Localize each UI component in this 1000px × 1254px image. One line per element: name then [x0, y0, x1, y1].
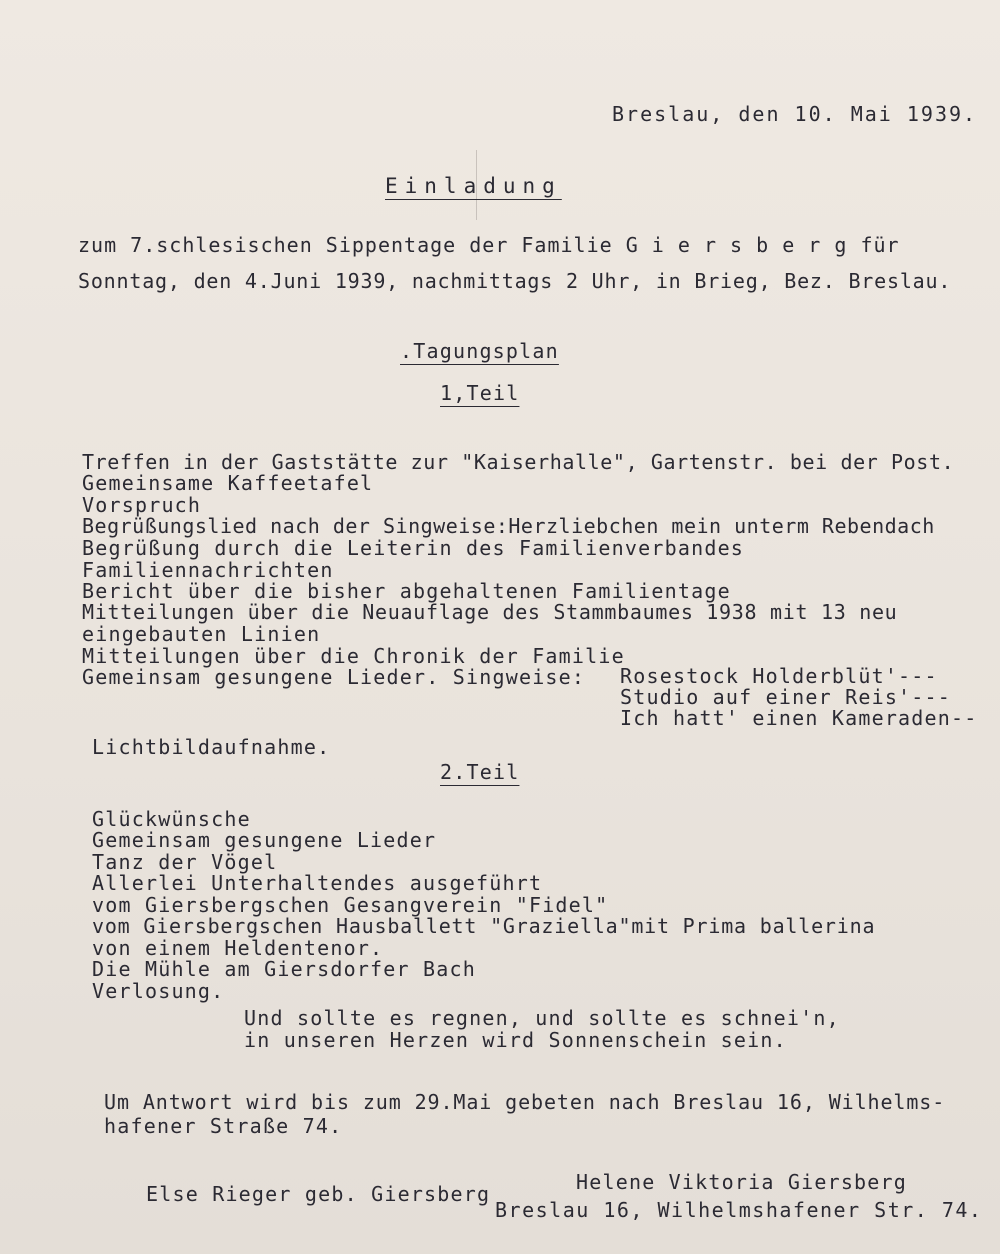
invitation-title: Einladung	[385, 174, 562, 198]
signature-address: Breslau 16, Wilhelmshafener Str. 74.	[495, 1198, 983, 1222]
intro-line-2: Sonntag, den 4.Juni 1939, nachmittags 2 Uhr, in Brieg, Bez. Breslau.	[78, 269, 952, 293]
song-3: Ich hatt' einen Kameraden--	[620, 706, 978, 730]
program-heading: .Tagungsplan	[400, 339, 559, 363]
list-item: Begrüßungslied nach der Singweise:Herzliebchen mein unterm Rebendach	[82, 514, 935, 538]
signature-right: Helene Viktoria Giersberg	[576, 1170, 908, 1194]
list-item: Tanz der Vögel	[92, 850, 278, 874]
reply-line-2: hafener Straße 74.	[104, 1114, 343, 1138]
intro-line-1: zum 7.schlesischen Sippentage der Familie G i e r s b e r g für	[78, 233, 900, 257]
part2-heading: 2.Teil	[440, 760, 520, 784]
song-2: Studio auf einer Reis'---	[620, 685, 952, 709]
list-item: Glückwünsche	[92, 807, 251, 831]
list-item: von einem Heldentenor.	[92, 936, 384, 960]
list-item: Allerlei Unterhaltendes ausgeführt	[92, 871, 543, 895]
list-item: Begrüßung durch die Leiterin des Familienverbandes	[82, 536, 745, 560]
list-item: vom Giersbergschen Hausballett "Graziella"mit Prima ballerina	[92, 914, 876, 938]
list-item: Bericht über die bisher abgehaltenen Familientage	[82, 579, 731, 603]
list-item: Familiennachrichten	[82, 558, 334, 582]
reply-line-1: Um Antwort wird bis zum 29.Mai gebeten nach Breslau 16, Wilhelms-	[104, 1090, 946, 1114]
verse-line-2: in unseren Herzen wird Sonnenschein sein.	[244, 1028, 787, 1052]
song-1: Rosestock Holderblüt'---	[620, 664, 938, 688]
list-item: Gemeinsame Kaffeetafel	[82, 471, 374, 495]
list-item: Mitteilungen über die Chronik der Familie	[82, 644, 625, 668]
verse-line-1: Und sollte es regnen, und sollte es schnei'n,	[244, 1006, 840, 1030]
list-item: Verlosung.	[92, 979, 225, 1003]
list-item: Gemeinsam gesungene Lieder. Singweise:	[82, 665, 586, 689]
part1-heading: 1,Teil	[440, 381, 520, 405]
photo-line: Lichtbildaufnahme.	[92, 735, 331, 759]
signature-left: Else Rieger geb. Giersberg	[146, 1182, 491, 1206]
list-item: Gemeinsam gesungene Lieder	[92, 828, 437, 852]
list-item: eingebauten Linien	[82, 622, 321, 646]
date-line: Breslau, den 10. Mai 1939.	[612, 102, 978, 126]
list-item: vom Giersbergschen Gesangverein "Fidel"	[92, 893, 609, 917]
list-item: Mitteilungen über die Neuauflage des Stammbaumes 1938 mit 13 neu	[82, 600, 898, 624]
list-item: Vorspruch	[82, 493, 202, 517]
list-item: Die Mühle am Giersdorfer Bach	[92, 957, 476, 981]
list-item: Treffen in der Gaststätte zur "Kaiserhalle", Gartenstr. bei der Post.	[82, 450, 955, 474]
